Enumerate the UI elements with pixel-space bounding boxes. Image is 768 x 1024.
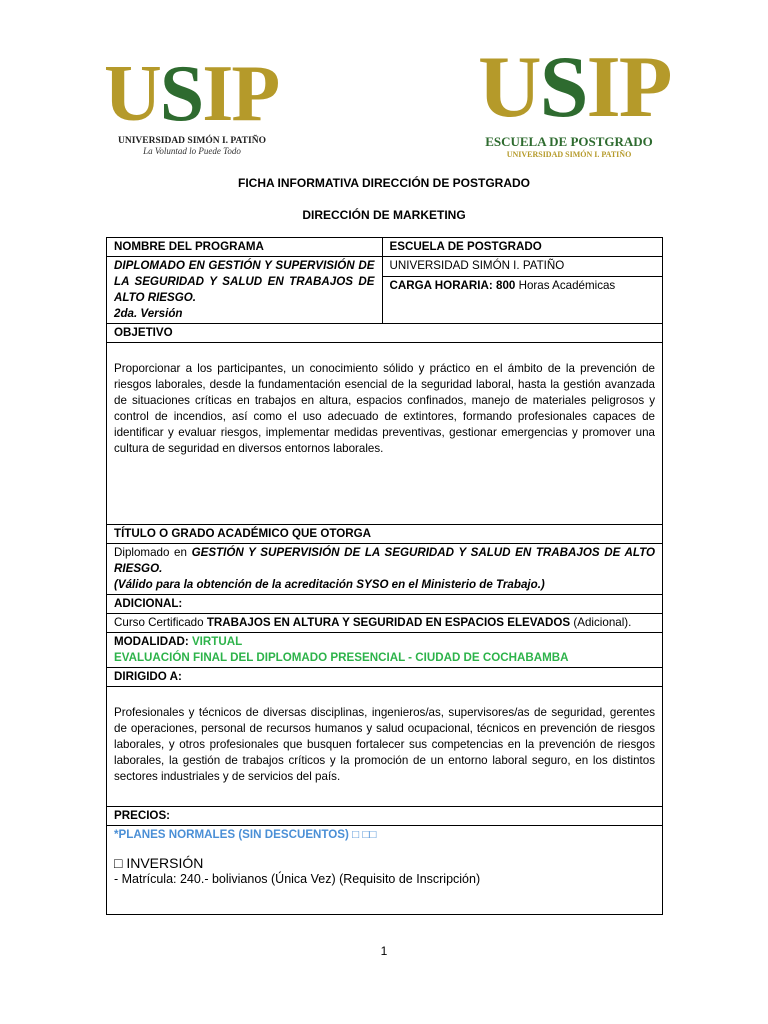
page-number: 1 (380, 944, 388, 958)
table-row (107, 595, 663, 614)
objective-text: Proporcionar a los participantes, un conocimiento sólido y práctico en el ámbito de la prevención de riesgos laborales, desde la fundamentación esencial de la seguridad laboral, hasta la gestión avanzada de situaciones críticas en trabajos en altura, espacios confinados, manejo de materiales peligrosos y control de incendios, así como el uso adecuado de extintores, formando profesionales capaces de identificar y evaluar riesgos, implementar medidas preventivas, gestionar emergencias y promover una cultura de seguridad en diversos entornos laborales. (114, 362, 655, 455)
degree-name: GESTIÓN Y SUPERVISIÓN DE LA SEGURIDAD Y SALUD EN TRABAJOS DE ALTO RIESGO. (114, 546, 655, 575)
school-header: ESCUELA DE POSTGRADO (382, 238, 663, 257)
prices-cell (107, 826, 663, 915)
table-row (107, 807, 663, 826)
table-row (107, 687, 663, 807)
modality-cell (107, 633, 663, 668)
university-name: UNIVERSIDAD SIMÓN I. PATIÑO (118, 136, 266, 146)
table-row (107, 826, 663, 915)
table-row (107, 668, 663, 687)
usip-wordmark (478, 39, 671, 136)
investment-title: □ INVERSIÓN (114, 855, 204, 871)
table-row (107, 614, 663, 633)
prices-header: PRECIOS: (107, 807, 663, 826)
table-row (107, 343, 663, 525)
university-cell: UNIVERSIDAD SIMÓN I. PATIÑO (382, 257, 663, 277)
objective-header: OBJETIVO (107, 324, 663, 343)
degree-cell (107, 544, 663, 595)
final-evaluation: EVALUACIÓN FINAL DEL DIPLOMADO PRESENCIAL - CIUDAD DE COCHABAMBA (114, 651, 569, 664)
modality-value: VIRTUAL (191, 635, 243, 648)
degree-prefix: Diplomado en (114, 546, 187, 559)
usip-wordmark-text: USIP (104, 50, 279, 138)
school-university-name: UNIVERSIDAD SIMÓN I. PATIÑO (506, 150, 632, 159)
enrollment-line: - Matrícula: 240.- bolivianos (Única Vez) (Requisito de Inscripción) (114, 872, 481, 886)
degree-note: (Válido para la obtención de la acreditación SYSO en el Ministerio de Trabajo.) (114, 578, 545, 591)
table-row (107, 633, 663, 668)
school-name: ESCUELA DE POSTGRADO (485, 134, 653, 149)
table-row (107, 544, 663, 595)
degree-line (114, 545, 655, 577)
hours-unit: Horas Académicas (518, 279, 616, 292)
hours-label: CARGA HORARIA: (389, 279, 493, 292)
table-row (107, 324, 663, 343)
usip-wordmark-text: USIP (478, 39, 671, 136)
program-header: NOMBRE DEL PROGRAMA (107, 238, 383, 257)
additional-cell (107, 614, 663, 633)
hours-cell (382, 277, 663, 324)
program-name: DIPLOMADO EN GESTIÓN Y SUPERVISIÓN DE LA SEGURIDAD Y SALUD EN TRABAJOS DE ALTO RIESGO. (114, 259, 375, 304)
usip-wordmark (104, 50, 280, 138)
university-motto: La Voluntad lo Puede Todo (143, 146, 241, 156)
hours-value: 800 (496, 279, 516, 292)
additional-course: TRABAJOS EN ALTURA Y SEGURIDAD EN ESPACIOS ELEVADOS (206, 616, 571, 629)
target-text: Profesionales y técnicos de diversas disciplinas, ingenieros/as, supervisores/as de seguridad, gerentes de operaciones, personal de recursos humanos y salud ocupacional, técnicos en prevención de riesgos laborales, y otros profesionales que busquen fortalecer sus competencias en la prevención de riesgos laborales, la gestión de trabajos críticos y la promoción de un entorno laboral seguro, en los distintos sectores industriales y de servicios del país. (114, 706, 655, 783)
document-title: FICHA INFORMATIVA DIRECCIÓN DE POSTGRADO (238, 176, 530, 190)
target-header: DIRIGIDO A: (107, 668, 663, 687)
postgrado-logo (478, 39, 671, 159)
program-info-table (106, 237, 663, 915)
table-row (107, 238, 663, 257)
target-cell (107, 687, 663, 807)
program-name-cell (107, 257, 383, 324)
plans-line: *PLANES NORMALES (SIN DESCUENTOS) □ □□ (114, 828, 377, 841)
usip-logo (104, 50, 280, 156)
program-version: 2da. Versión (114, 307, 183, 320)
degree-header: TÍTULO O GRADO ACADÉMICO QUE OTORGA (107, 525, 663, 544)
modality-label: MODALIDAD: (114, 635, 189, 648)
additional-prefix: Curso Certificado (114, 616, 204, 629)
table-row (107, 525, 663, 544)
table-row (107, 257, 663, 277)
document-subtitle: DIRECCIÓN DE MARKETING (302, 208, 466, 222)
objective-cell (107, 343, 663, 525)
additional-suffix: (Adicional). (573, 616, 632, 629)
modality-line (114, 634, 655, 650)
additional-header: ADICIONAL: (107, 595, 663, 614)
